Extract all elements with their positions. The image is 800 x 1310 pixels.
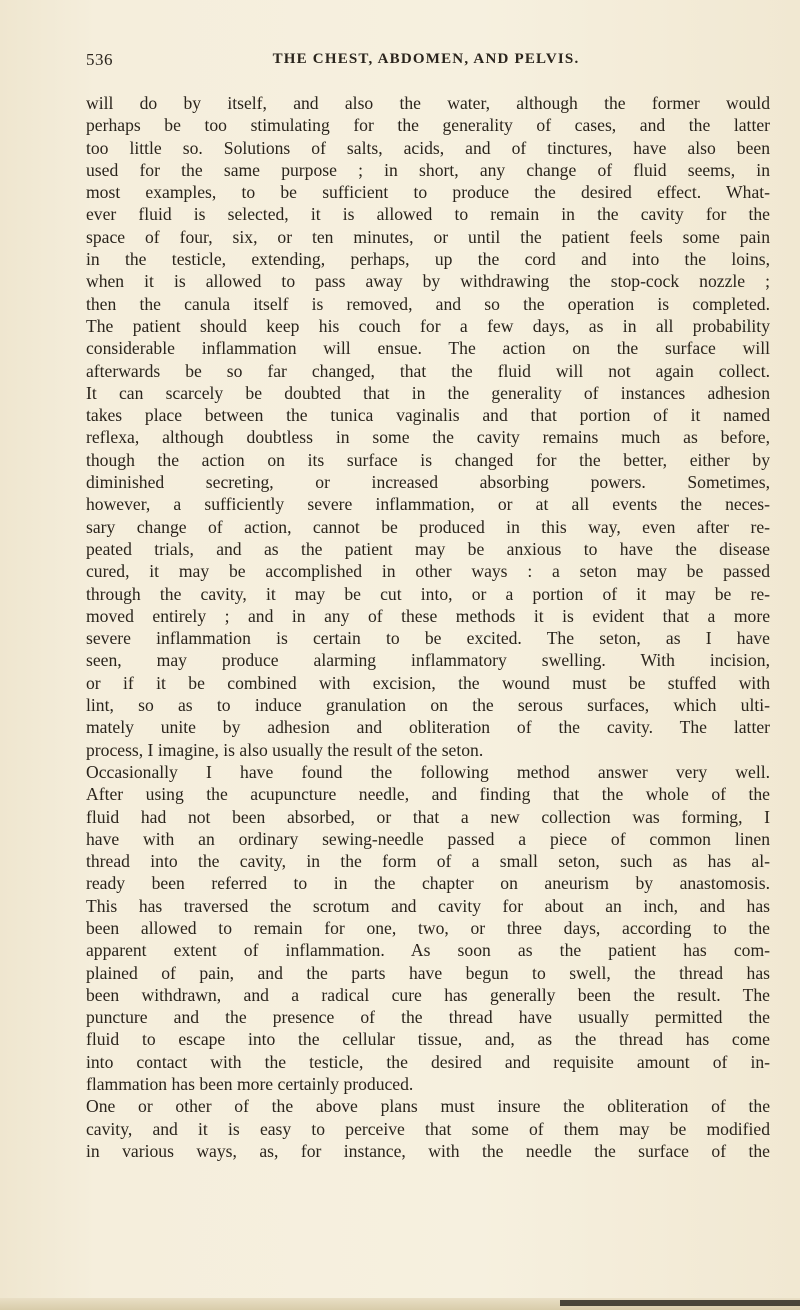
- text-line: diminished secreting, or increased absorbing powers. Sometimes,: [86, 472, 770, 493]
- text-line: ever fluid is selected, it is allowed to remain in the cavity for the: [86, 204, 770, 225]
- text-line: have with an ordinary sewing-needle passed a piece of common linen: [86, 828, 770, 849]
- text-line: though the action on its surface is changed for the better, either by: [86, 449, 770, 470]
- text-line: Occasionally I have found the following method answer very well.: [86, 761, 770, 782]
- text-line: thread into the cavity, in the form of a small seton, such as has al-: [86, 851, 770, 872]
- text-line: too little so. Solutions of salts, acids, and of tinctures, have also been: [86, 137, 770, 158]
- text-line: been withdrawn, and a radical cure has generally been the result. The: [86, 984, 770, 1005]
- running-head: THE CHEST, ABDOMEN, AND PELVIS.: [272, 51, 580, 67]
- page-number: 536: [86, 50, 113, 69]
- text-line: or if it be combined with excision, the wound must be stuffed with: [86, 672, 770, 693]
- text-line: takes place between the tunica vaginalis and that portion of it named: [86, 405, 770, 426]
- text-line: After using the acupuncture needle, and finding that the whole of the: [86, 784, 770, 805]
- text-line: One or other of the above plans must insure the obliteration of the: [86, 1096, 770, 1117]
- page-edge-shadow: [560, 1300, 800, 1306]
- text-line: then the canula itself is removed, and so the operation is completed.: [86, 293, 770, 314]
- text-line: flammation has been more certainly produced.: [86, 1074, 414, 1095]
- text-line: into contact with the testicle, the desired and requisite amount of in-: [86, 1051, 770, 1072]
- text-line: through the cavity, it may be cut into, or a portion of it may be re-: [86, 583, 770, 604]
- text-line: cavity, and it is easy to perceive that some of them may be modified: [86, 1118, 770, 1139]
- text-line: mately unite by adhesion and obliteration of the cavity. The latter: [86, 717, 770, 738]
- text-line: ready been referred to in the chapter on aneurism by anastomosis.: [86, 873, 770, 894]
- text-line: perhaps be too stimulating for the generality of cases, and the latter: [86, 115, 770, 136]
- text-line: cured, it may be accomplished in other ways : a seton may be passed: [86, 561, 770, 582]
- text-line: peated trials, and as the patient may be anxious to have the disease: [86, 538, 770, 559]
- text-line: most examples, to be sufficient to produce the desired effect. What-: [86, 182, 770, 203]
- text-line: plained of pain, and the parts have begun to swell, the thread has: [86, 962, 770, 983]
- text-line: fluid to escape into the cellular tissue, and, as the thread has come: [86, 1029, 770, 1050]
- text-line: will do by itself, and also the water, although the former would: [86, 93, 770, 113]
- text-line: reflexa, although doubtless in some the cavity remains much as before,: [86, 427, 770, 448]
- text-line: This has traversed the scrotum and cavity for about an inch, and has: [86, 895, 770, 916]
- text-line: in the testicle, extending, perhaps, up the cord and into the loins,: [86, 249, 770, 270]
- text-line: seen, may produce alarming inflammatory swelling. With incision,: [86, 650, 770, 671]
- text-line: when it is allowed to pass away by withdrawing the stop-cock nozzle ;: [86, 271, 770, 292]
- text-line: process, I imagine, is also usually the result of the seton.: [86, 739, 484, 760]
- text-line: used for the same purpose ; in short, any change of fluid seems, in: [86, 159, 770, 180]
- text-line: in various ways, as, for instance, with the needle the surface of the: [86, 1140, 770, 1161]
- page-header: [86, 50, 746, 74]
- text-line: It can scarcely be doubted that in the generality of instances adhesion: [86, 382, 770, 403]
- text-line: lint, so as to induce granulation on the serous surfaces, which ulti-: [86, 695, 770, 716]
- text-line: considerable inflammation will ensue. The action on the surface will: [86, 338, 770, 359]
- text-line: puncture and the presence of the thread have usually permitted the: [86, 1007, 770, 1028]
- text-line: space of four, six, or ten minutes, or until the patient feels some pain: [86, 226, 770, 247]
- text-line: sary change of action, cannot be produced in this way, even after re-: [86, 516, 770, 537]
- text-line: however, a sufficiently severe inflammation, or at all events the neces-: [86, 494, 770, 515]
- text-line: moved entirely ; and in any of these methods it is evident that a more: [86, 605, 770, 626]
- body-text: [86, 92, 770, 1162]
- text-line: severe inflammation is certain to be excited. The seton, as I have: [86, 628, 770, 649]
- text-line: afterwards be so far changed, that the fluid will not again collect.: [86, 360, 770, 381]
- text-line: fluid had not been absorbed, or that a new collection was forming, I: [86, 806, 770, 827]
- text-line: apparent extent of inflammation. As soon as the patient has com-: [86, 940, 770, 961]
- text-line: The patient should keep his couch for a few days, as in all probability: [86, 315, 770, 336]
- text-line: been allowed to remain for one, two, or three days, according to the: [86, 917, 770, 938]
